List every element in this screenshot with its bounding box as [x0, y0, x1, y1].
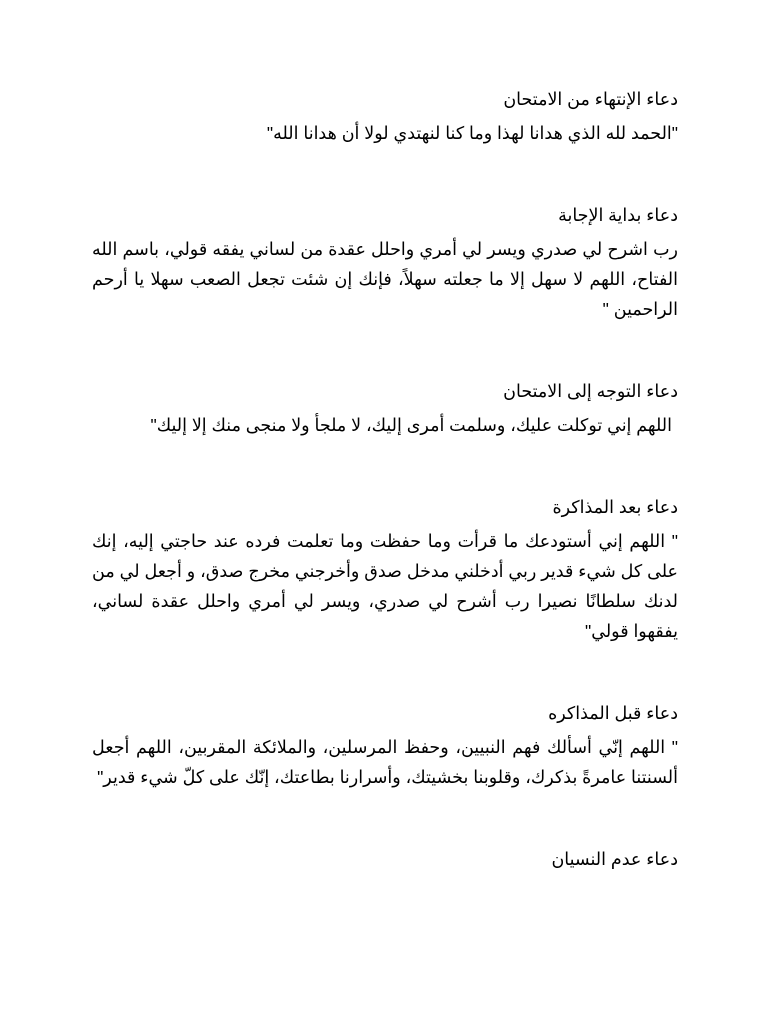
spacer	[92, 148, 678, 200]
section-before-study-prayer	[92, 698, 678, 792]
document-content	[92, 84, 678, 875]
section-body: "الحمد لله الذي هدانا لهذا وما كنا لنهتدي لولا أن هدانا الله"	[266, 123, 678, 143]
section-heading: دعاء قبل المذاكره	[548, 703, 678, 723]
section-no-forgetting-prayer	[92, 844, 678, 875]
section-body: رب اشرح لي صدري ويسر لي أمري واحلل عقدة من لساني يفقه قولي، باسم الله الفتاح، اللهم لا سهل إلا ما جعلته سهلاً، فإنك إن شئت تجعل الصعب سهلا يا أرحم الراحمين "	[92, 239, 678, 319]
section-after-study-prayer	[92, 492, 678, 646]
section-heading-to-exam-prayer	[92, 376, 678, 440]
section-answer-start-prayer	[92, 200, 678, 324]
section-exam-end-prayer	[92, 84, 678, 148]
section-body: " اللهم إني أستودعك ما قرأت وما حفظت وما تعلمت فرده عند حاجتي إليه، إنك على كل شيء قدير ربي أدخلني مدخل صدق وأخرجني مخرج صدق، و أجعل لي من لدنك سلطانًا نصيرا رب أشرح لي صدري، ويسر لي أمري واحلل عقدة لساني، يفقهوا قولي"	[92, 531, 678, 641]
spacer	[92, 440, 678, 492]
section-body: " اللهم إنّي أسألك فهم النبيين، وحفظ المرسلين، والملائكة المقربين، اللهم أجعل ألسنتنا عامرةً بذكرك، وقلوبنا بخشيتك، وأسرارنا بطاعتك، إنّك على كلّ شيء قدير"	[92, 737, 678, 787]
spacer	[92, 792, 678, 844]
section-heading: دعاء بعد المذاكرة	[552, 497, 678, 517]
section-heading: دعاء الإنتهاء من الامتحان	[503, 89, 678, 109]
section-heading: دعاء التوجه إلى الامتحان	[503, 381, 678, 401]
spacer	[92, 324, 678, 376]
spacer	[92, 646, 678, 698]
section-body: اللهم إني توكلت عليك، وسلمت أمرى إليك، لا ملجأ ولا منجى منك إلا إليك"	[150, 415, 672, 435]
section-heading: دعاء بداية الإجابة	[558, 205, 678, 225]
section-heading: دعاء عدم النسيان	[551, 849, 678, 869]
